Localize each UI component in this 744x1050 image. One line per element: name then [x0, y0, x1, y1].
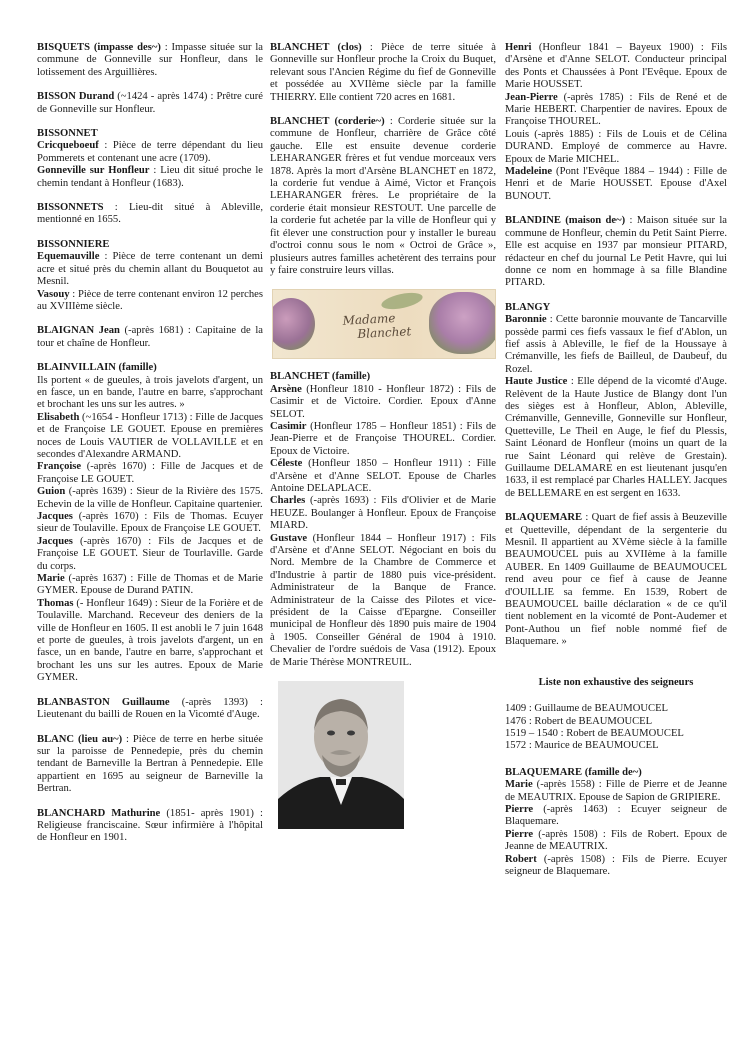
headword: BLAINVILLAIN (famille) — [37, 362, 157, 374]
headword: Elisabeth — [37, 411, 80, 423]
entry-blaquemare-famille — [505, 767, 727, 879]
entry-blanchard — [37, 808, 263, 845]
entry-text: (1851- après 1901) : Religieuse franciscaine. Sœur infirmière à l'hôpital de Honfleur en 1901. — [37, 807, 263, 844]
madame-blanchet-label-image — [272, 289, 496, 359]
headword: Guion — [37, 486, 66, 498]
headword: Haute Justice — [505, 376, 568, 388]
headword: Arsène — [270, 383, 302, 395]
entry-bissonniere — [37, 239, 263, 313]
headword: BISSONNIERE — [37, 238, 110, 250]
entry-text: (-après 1637) : Fille de Thomas et de Marie GYMER. Epouse de Durand PATIN. — [37, 573, 263, 597]
entry-blanc — [37, 734, 263, 796]
entry-text: (-après 1785) : Fils de René et de Marie HEBERT. Charpentier de navires. Epoux de Françoise THOUREL. — [505, 91, 727, 128]
headword: Marie — [37, 573, 65, 585]
entry-text: (-après 1670) : Fils de Jacques et de Françoise LE GOUET. Sieur de Tourlaville. Garde du corps. — [37, 535, 263, 572]
headword: Casimir — [270, 420, 307, 432]
entry-bisson — [37, 91, 263, 116]
headword: BLANCHARD Mathurine — [37, 807, 161, 819]
entry-blainvillain — [37, 362, 263, 685]
entry-text: (Pont l'Evêque 1884 – 1944) : Fille de Henri et de Marie HOUSSET. Epouse d'Axel BUNOUT. — [505, 166, 727, 202]
list-item: 1409 : Guillaume de BEAUMOUCEL — [505, 703, 669, 715]
portrait-photo — [278, 681, 404, 829]
entry-text: Blanchet — [357, 324, 412, 342]
leaf-icon — [380, 290, 424, 312]
headword: Jean-Pierre — [505, 91, 558, 103]
headword: Robert — [505, 853, 537, 865]
entry-text: (- Honfleur 1649) : Sieur de la Forière et de Toulaville. Marchand. Receveur des deniers de la ville de Honfleur en 1605. Il est anobli le 7 juin 1648 et porte de gueules, à trois javelots d'argent, un en fasce, un en bande, l'autre en barre, s'approchant et brochant les uns sur les autres. Epoux de Marie GYMER. — [37, 597, 263, 684]
entry-blanchet-famille — [270, 371, 496, 669]
headword: Céleste — [270, 458, 303, 470]
headword: Marie — [505, 779, 533, 791]
headword: Charles — [270, 495, 306, 507]
entry-text: (-après 1558) : Fille de Pierre et de Jeanne de MEAUTRIX. Epouse de Sapion de GRIPIERE. — [505, 779, 727, 803]
headword: Gustave — [270, 532, 308, 544]
headword: BLAQUEMARE — [505, 512, 583, 524]
headword: BLANCHET (corderie~) — [270, 116, 385, 128]
entry-text: : Cette baronnie mouvante de Tancarville possède parmi ces fiefs vassaux le fief d'Ablon, un fief assis à Ableville, le fief de la Houssaye à Crémanville, les fiefs de Bailleul, de Daubeuf, du Rozel. — [505, 314, 727, 375]
entry-blanchet-famille-cont — [505, 42, 727, 203]
entry-text: : Quart de fief assis à Beuzeville et Quetteville, dépendant de la sergenterie du Mesnil. Il appartient au XVème siècle à la famille BEAUMOUCEL puis au XVIIème à la famille AUBER. En 1409 Guillaume de BEAUMOUCEL rend aveu pour ce fief à cause de Jeanne d'OUILLIE sa femme. En 1539, Robert de BEAUMOUCEL baille déclaration « de ce qu'il tient noblement en la vicomté de Pont-Audemer et Pont-Authou un fief noble nommé fief de Blaquemare. » — [505, 512, 727, 648]
headword: BLAQUEMARE (famille de~) — [505, 766, 642, 778]
entry-text: (Honfleur 1850 – Honfleur 1911) : Fille d'Arsène et d'Anne SELOT. Epouse de Charles Antoine DELAPLACE. — [270, 458, 496, 494]
entry-bissonnet — [37, 128, 263, 190]
entry-blaquemare — [505, 512, 727, 648]
entry-text: (Honfleur 1785 – Honfleur 1851) : Fils de Jean-Pierre et de Françoise THOUREL. Cordier. Epoux de Victoire. — [270, 420, 496, 457]
list-item: 1476 : Robert de BEAUMOUCEL — [505, 715, 653, 727]
entry-text: (-après 1508) : Fils de Pierre. Ecuyer seigneur de Blaquemare. — [505, 853, 727, 877]
headword: Jacques — [37, 511, 73, 522]
headword: Gonneville sur Honfleur — [37, 165, 150, 177]
entry-blaignan — [37, 325, 263, 350]
entry-blanbaston — [37, 697, 263, 722]
entry-text: Madame — [342, 311, 396, 329]
entry-blanchet-corderie — [270, 116, 496, 277]
entry-text: (-après 1693) : Fils d'Olivier et de Marie HEUZE. Boulanger à Honfleur. Epoux de Françoise MIARD. — [270, 495, 496, 532]
lilac-flower-icon — [272, 298, 315, 350]
entry-text: (Honfleur 1841 – Bayeux 1900) : Fils d'Arsène et d'Anne SELOT. Conducteur principal des Ponts et Chaussées à Pont l'Evêque. Epoux de Marie HOUSSET. — [505, 42, 727, 91]
entry-text: (~1424 - après 1474) : Prêtre curé de Gonneville sur Honfleur. — [37, 91, 264, 115]
seigneurs-list — [505, 703, 727, 753]
entry-text: : Pièce de terre contenant environ 12 perches au XVIIIème siècle. — [37, 288, 263, 312]
entry-text: (-après 1393) : Lieutenant du bailli de Rouen en la Vicomté d'Auge. — [37, 696, 263, 721]
headword: Madeleine — [505, 166, 553, 178]
list-item: 1572 : Maurice de BEAUMOUCEL — [505, 740, 659, 752]
headword: BISQUETS (impasse des~) — [37, 42, 161, 53]
headword: Pierre — [505, 803, 534, 815]
entry-text: : Lieu dit situé proche le chemin tendant à Honfleur (1683). — [37, 165, 263, 189]
entry-text: (-après 1463) : Ecuyer seigneur de Blaquemare. — [505, 803, 727, 828]
entry-text: (-après 1508) : Fils de Robert. Epoux de Jeanne de MEAUTRIX. — [505, 828, 727, 853]
entry-text: : Pièce de terre située à Gonneville sur Honfleur proche la Croix du Buquet, relevant sous l'Ancien Régime du fief de Gonneville et possédée au XVIIème siècle par la famille THIERRY. Elle contient 720 acres en 1681. — [270, 42, 496, 103]
entry-blangy — [505, 302, 727, 501]
entry-text: Louis — [505, 128, 530, 140]
headword: BLAIGNAN Jean — [37, 325, 120, 337]
entry-text: (Honfleur 1844 – Honfleur 1917) : Fils d'Arsène et d'Anne SELOT. Négociant en bois du Nord. Membre de la Chambre de Commerce et d'Industrie à partir de 1880 puis vice-président. Administrateur de la Banque de France. Administrateur de la Caisse des Pilotes et vice-président de la Caisse d'Epargne. Conseiller municipal de Honfleur dès 1890 puis maire de 1904 à 1905. Conseiller Général de 1904 à 1910. Chevalier de l'ordre suédois de Vasa (1912). Epoux de Marie Thérèse MONTREUIL. — [270, 532, 496, 668]
headword: BLANCHET (famille) — [270, 371, 371, 383]
column-1 — [37, 42, 263, 857]
headword: Vasouy — [37, 288, 70, 300]
entry-text: : Impasse située sur la commune de Gonneville sur Honfleur, dans le lotissement des Arguillières. — [37, 42, 263, 78]
headword: BLANCHET (clos) — [270, 42, 362, 53]
column-2 — [270, 42, 496, 829]
entry-text: : Elle dépend de la vicomté d'Auge. Relèvent de la Haute Justice de Blangy dont l'un des sièges est à Honfleur, Ablon, Ableville, Crémanville, Genneville, Gonneville sur Honfleur, Quetteville, Le Theil en Auge, le fief du Plessis, Saint Léonard de Honfleur (moins un quart de la rue Saint Léonard qui relève de Grestain). Guillaume DELAMARE en est lieutenant jusqu'en 1633, il est remplacé par Charles HALLEY. Jacques de BELLEMARE en est sergent en 1633. — [505, 376, 727, 499]
headword: BLANC (lieu au~) — [37, 733, 123, 745]
headword: Jacques — [37, 535, 73, 547]
entry-text: : Maison située sur la commune de Honfleur, chemin du Petit Saint Pierre. Elle est acquise en 1937 par monsieur PITARD, rédacteur en chef du journal Le Petit Havre, qui lui donne ce nom en hommage à sa fille Blandine PITARD. — [505, 215, 727, 289]
seigneurs-list-title: Liste non exhaustive des seigneurs — [538, 676, 694, 688]
headword: BLANGY — [505, 301, 551, 313]
list-item: 1519 – 1540 : Robert de BEAUMOUCEL — [505, 727, 684, 739]
headword: Equemauville — [37, 251, 100, 263]
entry-text: (Honfleur 1810 - Honfleur 1872) : Fils de Casimir et de Victoire. Cordier. Epoux d'Anne SELOT. — [270, 383, 496, 420]
entry-bissonnets — [37, 202, 263, 227]
entry-blanchet-clos — [270, 42, 496, 104]
portrait-man-icon — [278, 681, 404, 829]
entry-text: (-après 1670) : Fils de Thomas. Ecuyer sieur de Toulaville. Epoux de Françoise LE GOUET. — [37, 511, 263, 535]
headword: Baronnie — [505, 314, 547, 326]
entry-text: : Pièce de terre en herbe située sur la paroisse de Pennedepie, près du chemin tendant de Barneville la Bertran à Pennedepie. Elle appartient en 1695 au seigneur de Barneville la Bertran. — [37, 733, 263, 795]
banner-script-text — [342, 311, 411, 343]
lilac-flower-icon — [429, 292, 496, 354]
entry-blandine — [505, 215, 727, 289]
headword: BISSON Durand — [37, 91, 115, 103]
entry-text: : Pièce de terre dépendant du lieu Pommerets et contenant une acre (1709). — [37, 140, 263, 164]
headword: Pierre — [505, 828, 534, 840]
headword: Henri — [505, 42, 532, 53]
headword: BLANDINE (maison de~) — [505, 215, 626, 227]
headword: Thomas — [37, 597, 74, 609]
headword: Cricqueboeuf — [37, 140, 99, 152]
column-3 — [505, 42, 727, 890]
entry-text: Ils portent « de gueules, à trois javelots d'argent, un en fasce, un en bande, l'autre en barre, s'approchant et brochant les uns sur les autres. » — [37, 374, 263, 411]
headword: BLANBASTON Guillaume — [37, 696, 170, 708]
entry-text: (-après 1681) : Capitaine de la tour et chaîne de Honfleur. — [37, 325, 263, 349]
entry-text: : Pièce de terre contenant un demi acre et situé près du chemin allant du Bouquetot au Mesnil. — [37, 251, 263, 288]
entry-text: (~1654 - Honfleur 1713) : Fille de Jacques et de Françoise LE GOUET. Epouse en premières noces de Louis VAUTIER de VOLLAVILLE et en secondes d'Alexandre ARMAND. — [37, 411, 263, 460]
entry-text: : Corderie située sur la commune de Honfleur, charrière de Grâce côté gauche. Elle est ensuite devenue corderie LEHARANGER frères et fut vendue morceaux vers 1878. Après la mort d'Arsène BLANCHET en 1872, la corderie fut vendue à Aimé, Victor et François LEHARANGER frères. Le propriétaire de la corderie était monsieur RESTOUT. Une parcelle de la corderie fut achetée par la ville de Honfleur qui y fit élever une construction pour y installer le bureau d'octroi connu sous le nom « Octroi de Grâce », plusieurs autres familles achetèrent des terrains pour y faire construire leurs villas. — [270, 116, 496, 276]
entry-text: (-après 1639) : Sieur de la Rivière des 1575. Echevin de la ville de Honfleur. Capitaine quartenier. — [37, 486, 263, 510]
entry-text: : Lieu-dit situé à Ableville, mentionné en 1655. — [37, 202, 263, 226]
headword: BISSONNET — [37, 128, 98, 140]
entry-bisquets — [37, 42, 263, 79]
entry-text: (-après 1885) : Fils de Louis et de Célina DURAND. Employé de commerce au Havre. Epoux de Marie MICHEL. — [505, 128, 727, 165]
headword: Françoise — [37, 461, 82, 473]
entry-text: (-après 1670) : Fille de Jacques et de Françoise LE GOUET. — [37, 461, 263, 485]
headword: BISSONNETS — [37, 202, 104, 214]
